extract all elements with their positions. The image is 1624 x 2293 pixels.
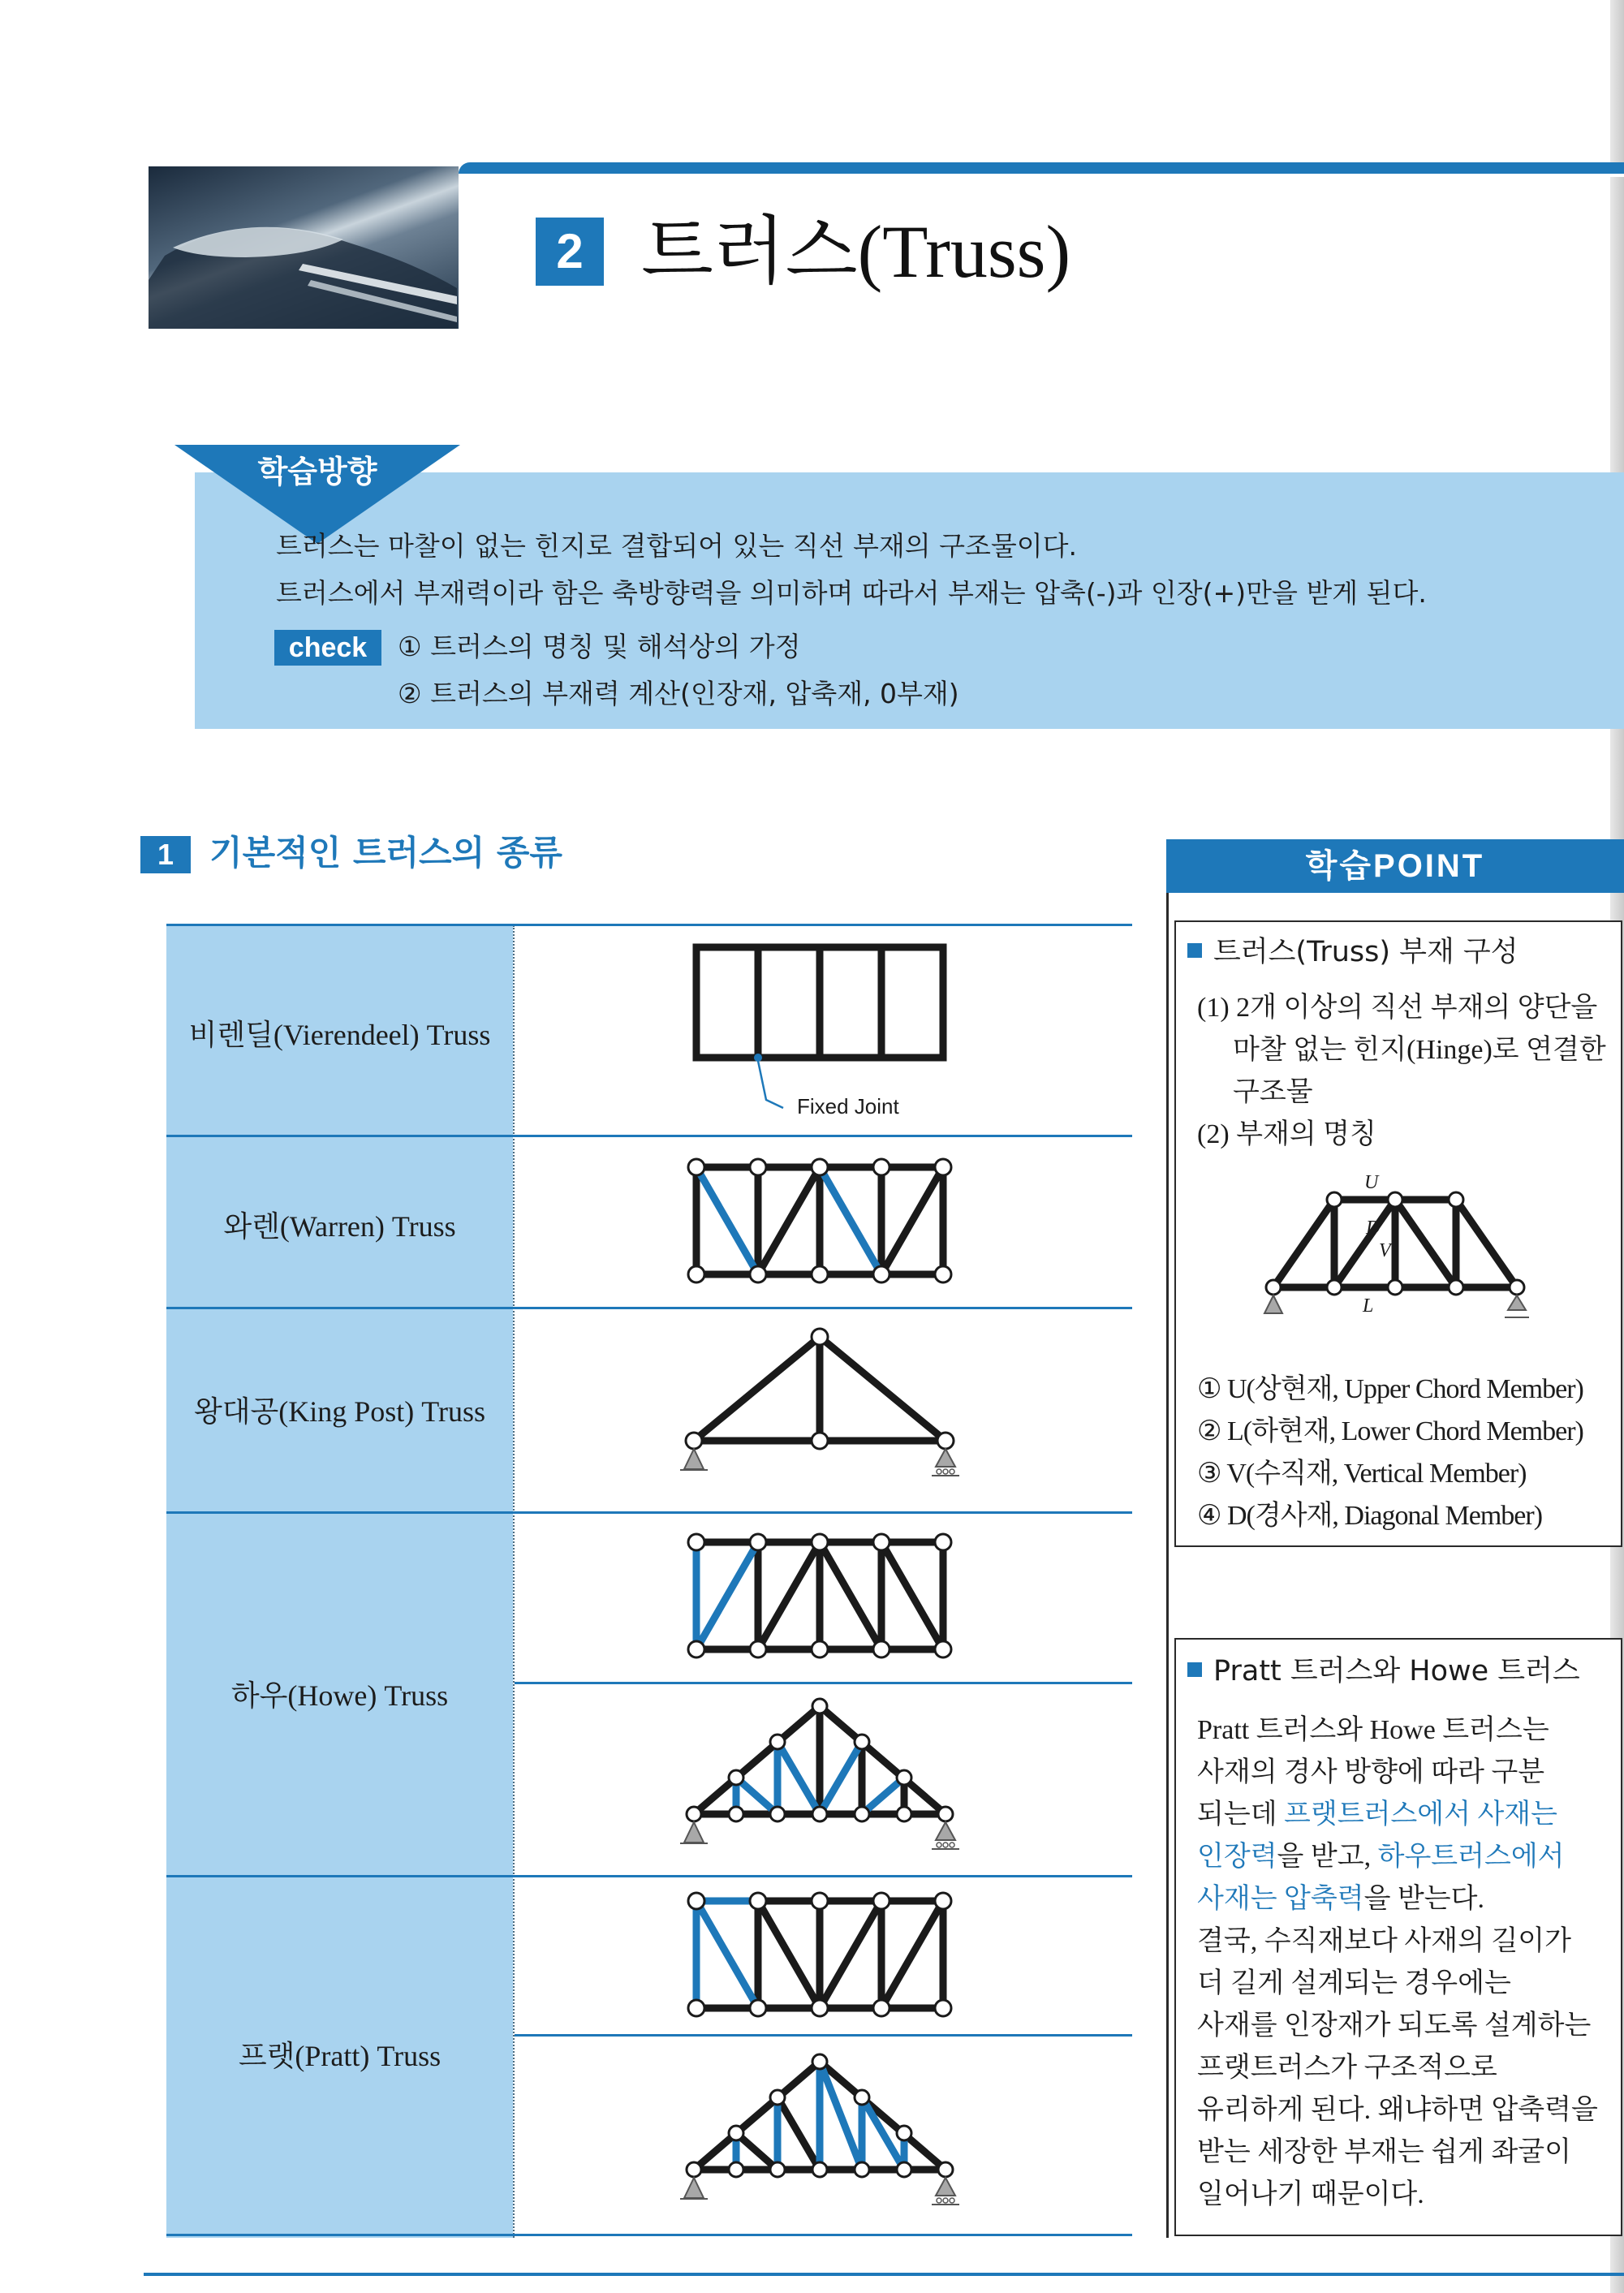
learning-point-frame [1166, 893, 1169, 2238]
section-number: 2 [536, 218, 604, 286]
row-label-pratt: 프랫(Pratt) Truss [238, 2040, 442, 2072]
pratt-howe-line-3: 되는데 프랫트러스에서 사재는 [1197, 1799, 1557, 1830]
label-v: V [1379, 1240, 1391, 1261]
header-rule-gap [463, 174, 1624, 177]
header-rule [459, 162, 1624, 174]
member-item-1: ① U(상현재, Upper Chord Member) [1197, 1374, 1583, 1404]
pratt-howe-title: Pratt 트러스와 Howe 트러스 [1187, 1651, 1580, 1692]
member-composition-box [1174, 920, 1622, 1547]
member-item-4: ④ D(경사재, Diagonal Member) [1197, 1501, 1543, 1531]
direction-line-1: 트러스는 마찰이 없는 힌지로 결합되어 있는 직선 부재의 구조물이다. [276, 530, 1077, 562]
pratt-howe-line-8: 사재를 인장재가 되도록 설계하는 [1197, 2011, 1592, 2041]
table-subrule [515, 1682, 1132, 1684]
fixed-joint-label: Fixed Joint [797, 1094, 899, 1118]
howe-truss-roof-diagram [674, 1688, 966, 1871]
subsection-number: 1 [140, 836, 191, 873]
row-label-vierendeel: 비렌딜(Vierendeel) Truss [188, 1019, 491, 1051]
pratt-howe-line-2: 사재의 경사 방향에 따라 구분 [1197, 1757, 1545, 1787]
pratt-howe-line-9: 프랫트러스가 구조적으로 [1197, 2053, 1497, 2083]
check-item-1: ① 트러스의 명칭 및 해석상의 가정 [398, 631, 801, 662]
item2-line: (2) 부재의 명칭 [1197, 1119, 1376, 1149]
table-rule [166, 1511, 1132, 1514]
howe-truss-rect-diagram [682, 1526, 958, 1672]
header-photo [149, 166, 459, 329]
row-label-warren: 와렌(Warren) Truss [223, 1210, 456, 1243]
pratt-howe-box [1174, 1638, 1622, 2236]
item1-line3: 구조물 [1233, 1077, 1313, 1107]
pratt-howe-line-6: 결국, 수직재보다 사재의 길이가 [1197, 1926, 1571, 1956]
table-rule [166, 1135, 1132, 1137]
pratt-howe-line-12: 일어나기 때문이다. [1197, 2179, 1424, 2209]
learning-direction-label: 학습방향 [257, 454, 377, 489]
label-l: L [1363, 1295, 1374, 1317]
pratt-howe-line-10: 유리하게 된다. 왜냐하면 압축력을 [1197, 2095, 1598, 2125]
member-item-2: ② L(하현재, Lower Chord Member) [1197, 1416, 1583, 1446]
label-d: D [1366, 1218, 1381, 1239]
direction-line-2: 트러스에서 부재력이라 함은 축방향력을 의미하며 따라서 부재는 압축(-)과 인장(+)만을 받게 된다. [276, 577, 1427, 609]
check-badge: check [274, 630, 381, 666]
pratt-howe-line-1: Pratt 트러스와 Howe 트러스는 [1197, 1715, 1549, 1745]
warren-truss-diagram [682, 1153, 958, 1295]
table-divider [513, 925, 515, 2238]
pratt-howe-line-11: 받는 세장한 부재는 쉽게 좌굴이 [1197, 2137, 1571, 2167]
table-rule [166, 1307, 1132, 1309]
subsection-title: 기본적인 트러스의 종류 [209, 833, 562, 873]
page-bottom-rule [144, 2273, 1624, 2276]
table-rule [166, 924, 1132, 926]
check-item-2: ② 트러스의 부재력 계산(인장재, 압축재, 0부재) [398, 678, 959, 709]
member-composition-title: 트러스(Truss) 부재 구성 [1187, 932, 1518, 972]
learning-point-header: 학습POINT [1166, 839, 1624, 893]
pratt-howe-line-5: 사재는 압축력을 받는다. [1197, 1884, 1484, 1914]
member-names-diagram [1257, 1166, 1533, 1328]
label-u: U [1364, 1172, 1379, 1193]
table-rule [166, 1875, 1132, 1877]
member-item-3: ③ V(수직재, Vertical Member) [1197, 1459, 1527, 1489]
row-label-howe: 하우(Howe) Truss [230, 1679, 449, 1712]
table-rule [166, 2234, 1132, 2236]
square-bullet-icon [1187, 943, 1202, 958]
square-bullet-icon [1187, 1662, 1202, 1677]
pratt-howe-line-4: 인장력을 받고, 하우트러스에서 [1197, 1842, 1565, 1872]
table-subrule [515, 2034, 1132, 2037]
king-post-truss-diagram [674, 1319, 966, 1489]
pratt-truss-rect-diagram [682, 1885, 958, 2031]
page-title: 트러스(Truss) [641, 210, 1071, 293]
item1-line1: (1) 2개 이상의 직선 부재의 양단을 [1197, 993, 1598, 1023]
item1-line2: 마찰 없는 힌지(Hinge)로 연결한 [1233, 1035, 1606, 1065]
row-label-king-post: 왕대공(King Post) Truss [193, 1395, 486, 1428]
pratt-howe-line-7: 더 길게 설계되는 경우에는 [1197, 1968, 1511, 1998]
pratt-truss-roof-diagram [674, 2044, 966, 2226]
